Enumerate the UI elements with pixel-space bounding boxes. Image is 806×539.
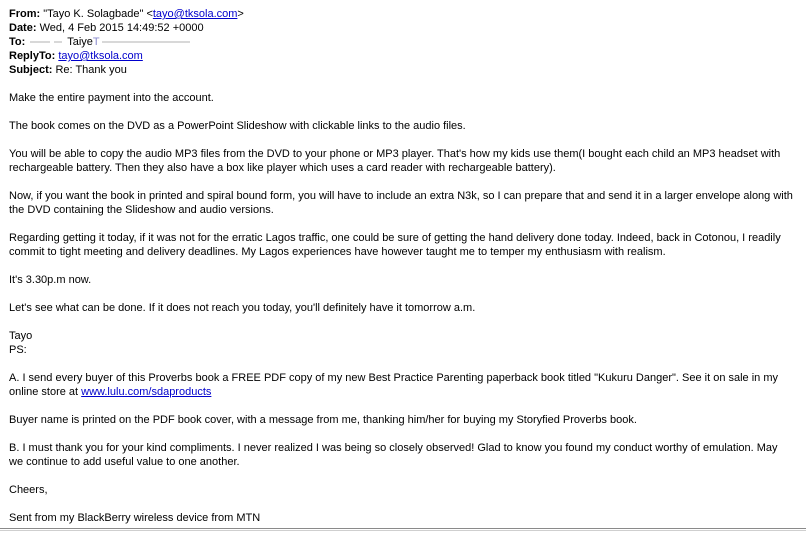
closing: Cheers, [9,484,48,496]
redacted-email [102,41,190,43]
paragraph: It's 3.30p.m now. [9,274,92,286]
paragraph: Buyer name is printed on the PDF book cover, with a message from me, thanking him/her for buying my Storyfied Proverbs book. [9,414,637,426]
to-label: To: [9,36,26,48]
paragraph: Regarding getting it today, if it was not for the erratic Lagos traffic, one could be sure of getting the hand delivery done today. Indeed, back in Cotonou, I readily commit to tight meeting and delivery deadlines. My Lagos experiences have however taught me to temper my enthusiasm with realism. [9,232,781,258]
subject-row [9,63,244,77]
paragraph: You will be able to copy the audio MP3 files from the DVD to your phone or MP3 player. That's how my kids use them(I bought each child an MP3 headset with rechargeable battery. Then they also have a box like player which uses a card reader with rechargeable battery). [9,148,781,174]
paragraph-a [9,371,794,399]
paragraph: Let's see what can be done. If it does not reach you today, you'll definitely have it tomorrow a.m. [9,302,476,314]
to-value: Taiye [67,36,93,48]
lulu-store-link[interactable]: www.lulu.com/sdaproducts [81,386,212,398]
from-email-link[interactable]: tayo@tksola.com [152,8,238,20]
replyto-label: ReplyTo: [9,50,56,62]
ps-label: PS: [9,344,27,356]
subject-value: Re: Thank you [55,64,127,76]
from-close: > [237,8,244,20]
sent-from-signature: Sent from my BlackBerry wireless device from MTN [9,512,261,524]
paragraph-a-text: A. I send every buyer of this Proverbs book a FREE PDF copy of my new Best Practice Parenting paperback book titled "Kukuru Danger". See it on sale in my online store at [9,372,779,398]
paragraph: Now, if you want the book in printed and spiral bound form, you will have to include an extra N3k, so I can prepare that and send it in a larger envelope along with the DVD containing the Slideshow and audio versions. [9,190,793,216]
message-body [9,91,794,539]
divider [0,530,806,531]
replyto-email-link[interactable]: tayo@tksola.com [58,50,143,62]
replyto-row [9,49,244,63]
paragraph: The book comes on the DVD as a PowerPoint Slideshow with clickable links to the audio files. [9,120,466,132]
to-row [9,35,244,49]
from-label: From: [9,8,41,20]
date-label: Date: [9,22,37,34]
redacted-text [30,41,50,43]
from-name: "Tayo K. Solagbade" < [43,8,153,20]
date-row [9,21,244,35]
redacted-text [54,41,62,43]
divider [0,528,806,529]
email-headers [9,7,244,77]
to-value-tail: T [92,36,100,48]
from-row [9,7,244,21]
signature-name: Tayo [9,330,33,342]
date-value: Wed, 4 Feb 2015 14:49:52 +0000 [39,22,204,34]
paragraph-b: B. I must thank you for your kind compliments. I never realized I was being so closely observed! Glad to know you found my conduct worthy of emulation. May we continue to add useful value to one another. [9,442,778,468]
paragraph: Make the entire payment into the account. [9,92,214,104]
subject-label: Subject: [9,64,53,76]
